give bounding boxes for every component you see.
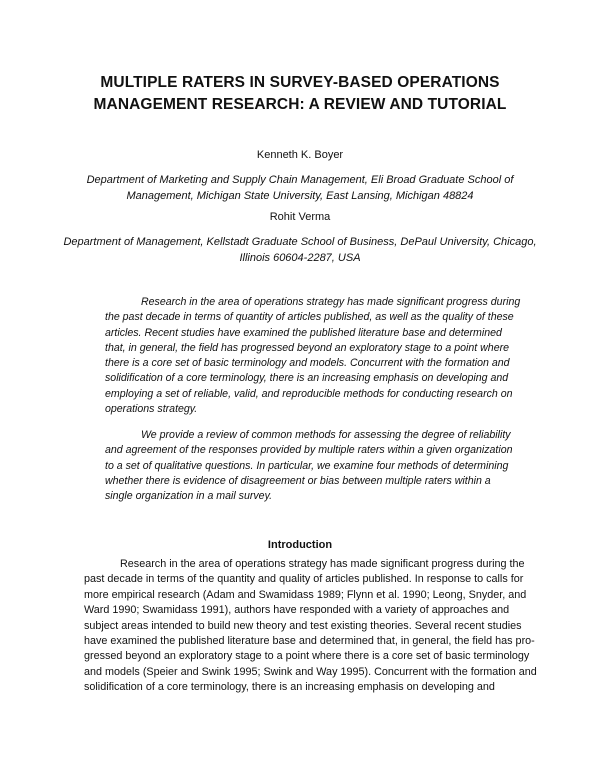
author-name-2: Rohit Verma — [269, 211, 331, 223]
introduction-body — [84, 557, 537, 696]
body-line: solidification of a core terminology, there is an increasing emphasis on developing and — [84, 681, 495, 694]
abstract-line: solidification of a core terminology, there is an increasing emphasis on developing and — [105, 372, 509, 385]
abstract-line: that, in general, the field has progressed beyond an exploratory stage to a point where — [105, 341, 510, 354]
body-line: more empirical research (Adam and Swamidass 1989; Flynn et al. 1990; Leong, Snyder, and — [84, 588, 527, 601]
body-line: Research in the area of operations strategy has made significant progress during the — [120, 558, 525, 570]
body-line: and models (Speier and Swink 1995; Swink and Way 1995). Concurrent with the formation and — [84, 665, 537, 678]
body-line: past decade in terms of the quantity and quality of articles published. In response to calls for — [84, 573, 524, 586]
abstract-line: there is a core set of basic terminology and models. Concurrent with the formation and — [105, 357, 510, 370]
abstract-line: articles. Recent studies have examined the published literature base and determined — [105, 326, 502, 339]
abstract-line: whether there is evidence of disagreement or bias between multiple raters within a — [105, 474, 491, 487]
abstract-line: and agreement of the responses provided by multiple raters within a given organization — [105, 444, 513, 457]
title-line-2: MANAGEMENT RESEARCH: A REVIEW AND TUTORIAL — [93, 96, 507, 113]
abstract-line: the past decade in terms of quantity of articles published, as well as the quality of these — [105, 311, 514, 324]
abstract-paragraph-2 — [105, 428, 525, 504]
abstract-line: employing a set of reliable, valid, and reproducible methods for conducting research on — [105, 387, 513, 400]
author-name-1: Kenneth K. Boyer — [256, 149, 344, 161]
affiliation-line: Department of Marketing and Supply Chain Management, Eli Broad Graduate School of — [86, 174, 514, 186]
body-line: Ward 1990; Swamidass 1991), authors have responded with a variety of approaches and — [84, 604, 510, 617]
author-affiliation-1 — [0, 172, 600, 204]
title-line-1: MULTIPLE RATERS IN SURVEY-BASED OPERATIONS — [100, 74, 500, 91]
abstract-line: to a set of qualitative questions. In particular, we examine four methods of determining — [105, 459, 509, 472]
body-line: subject areas intended to build new theory and test existing theories. Several recent studies — [84, 619, 522, 632]
abstract-line: Research in the area of operations strategy has made significant progress during — [141, 296, 521, 308]
affiliation-line: Management, Michigan State University, East Lansing, Michigan 48824 — [126, 190, 474, 202]
author-affiliation-2 — [0, 234, 600, 266]
section-heading-introduction: Introduction — [267, 539, 333, 551]
paper-title — [0, 72, 600, 116]
body-line: have examined the published literature base and determined that, in general, the field has pro- — [84, 635, 535, 648]
abstract-line: single organization in a mail survey. — [105, 490, 273, 503]
affiliation-line: Department of Management, Kellstadt Graduate School of Business, DePaul University, Chicago, — [63, 236, 537, 248]
abstract-line: operations strategy. — [105, 403, 198, 416]
abstract-paragraph-1 — [105, 295, 525, 417]
affiliation-line: Illinois 60604-2287, USA — [239, 252, 361, 264]
abstract-line: We provide a review of common methods for assessing the degree of reliability — [141, 429, 511, 441]
body-line: gressed beyond an exploratory stage to a point where there is a core set of basic terminology — [84, 650, 530, 663]
